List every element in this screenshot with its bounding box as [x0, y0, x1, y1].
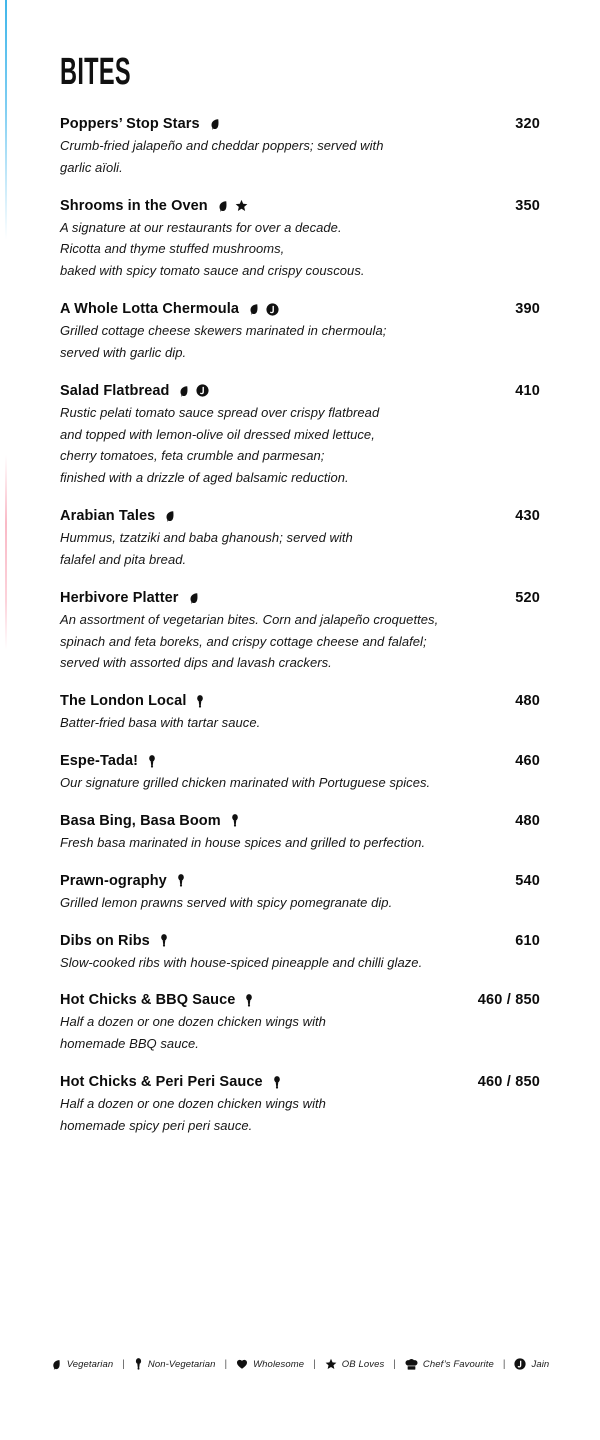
- menu-item-header: [60, 813, 540, 829]
- menu-item-description-line: Batter-fried basa with tartar sauce.: [60, 715, 261, 731]
- menu-item-name-group: [60, 301, 279, 317]
- menu-item-description-line: Half a dozen or one dozen chicken wings with: [60, 1096, 326, 1112]
- jain-icon: [514, 1358, 526, 1370]
- legend-entry: [236, 1358, 304, 1370]
- menu-item-name-group: [60, 992, 254, 1008]
- menu-item-description-line: and topped with lemon-olive oil dressed mixed lettuce,: [60, 426, 375, 442]
- menu-item-name: Poppers’ Stop Stars: [60, 116, 200, 132]
- menu-item-badges: [147, 755, 157, 768]
- chef-hat-icon: [405, 1359, 418, 1370]
- menu-item-price: 410: [515, 382, 540, 399]
- menu-item-badges: [230, 814, 240, 827]
- jain-icon: [266, 303, 279, 316]
- menu-item-description-line: homemade BBQ sauce.: [60, 1036, 199, 1052]
- menu-item-description-line: Half a dozen or one dozen chicken wings with: [60, 1014, 326, 1030]
- menu-item-name: A Whole Lotta Chermoula: [60, 301, 239, 318]
- menu-item-price: 390: [515, 301, 540, 318]
- menu-item-header: [60, 873, 540, 889]
- leaf-vegetarian-icon: [164, 510, 176, 522]
- menu-item-description: [60, 402, 540, 489]
- heart-wholesome-icon: [236, 1358, 248, 1370]
- menu-item-badges: [248, 303, 279, 316]
- menu-item[interactable]: [60, 116, 540, 179]
- menu-item-name-group: [60, 873, 186, 889]
- menu-item-header: [60, 933, 540, 949]
- menu-item[interactable]: [60, 753, 540, 794]
- drumstick-nonveg-icon: [159, 934, 169, 947]
- menu-item-description-line: Grilled lemon prawns served with spicy pomegranate dip.: [60, 894, 393, 910]
- drumstick-nonveg-icon: [176, 874, 186, 887]
- legend-separator: |: [502, 1358, 506, 1370]
- menu-item-price: 480: [515, 812, 540, 829]
- menu-item-description: [60, 832, 540, 854]
- menu-item[interactable]: [60, 813, 540, 854]
- menu-item-description-line: Rustic pelati tomato sauce spread over crispy flatbread: [60, 404, 380, 420]
- legend-separator: |: [224, 1358, 228, 1370]
- drumstick-nonveg-icon: [134, 1358, 143, 1370]
- menu-item[interactable]: [60, 693, 540, 734]
- menu-item-name-group: [60, 813, 240, 829]
- menu-item-price: 460 / 850: [477, 1074, 540, 1091]
- menu-item-name: Hot Chicks & Peri Peri Sauce: [60, 1074, 263, 1091]
- star-ob-loves-icon: [235, 199, 248, 212]
- menu-item-description: [60, 772, 540, 794]
- menu-item-price: 520: [515, 589, 540, 606]
- menu-item-price: 540: [515, 872, 540, 889]
- legend-entry-label: Wholesome: [253, 1358, 305, 1370]
- menu-item-description: [60, 135, 540, 179]
- menu-item-description: [60, 527, 540, 571]
- menu-item-description-line: cherry tomatoes, feta crumble and parmesan;: [60, 448, 325, 464]
- drumstick-nonveg-icon: [244, 994, 254, 1007]
- menu-item-name: Basa Bing, Basa Boom: [60, 812, 221, 829]
- leaf-vegetarian-icon: [178, 385, 190, 397]
- menu-item-description-line: baked with spicy tomato sauce and crispy couscous.: [60, 263, 365, 279]
- drumstick-nonveg-icon: [230, 814, 240, 827]
- menu-item-header: [60, 693, 540, 709]
- menu-item[interactable]: [60, 873, 540, 914]
- menu-item[interactable]: [60, 1074, 540, 1137]
- drumstick-nonveg-icon: [272, 1076, 282, 1089]
- star-ob-loves-icon: [325, 1358, 337, 1370]
- leaf-vegetarian-icon: [188, 592, 200, 604]
- menu-item-name: The London Local: [60, 693, 187, 710]
- menu-item[interactable]: [60, 383, 540, 489]
- menu-item-description-line: An assortment of vegetarian bites. Corn and jalapeño croquettes,: [60, 611, 439, 627]
- menu-item-name: Herbivore Platter: [60, 589, 179, 606]
- menu-item-header: [60, 992, 540, 1008]
- drumstick-nonveg-icon: [195, 695, 205, 708]
- menu-item-description-line: Crumb-fried jalapeño and cheddar poppers; served with: [60, 138, 384, 153]
- menu-item-description-line: Slow-cooked ribs with house-spiced pineapple and chilli glaze.: [60, 954, 423, 970]
- menu-item-badges: [188, 592, 200, 604]
- menu-item-name-group: [60, 1074, 282, 1090]
- menu-item-name-group: [60, 693, 205, 709]
- legend: [0, 1358, 600, 1370]
- menu-item-price: 350: [515, 197, 540, 214]
- menu-item-name: Salad Flatbread: [60, 382, 170, 399]
- legend-separator: |: [393, 1358, 396, 1370]
- legend-entry: [405, 1359, 494, 1370]
- legend-entry-label: OB Loves: [341, 1358, 385, 1370]
- menu-item-price: 610: [515, 932, 540, 949]
- menu-item-description: [60, 1093, 540, 1137]
- menu-item-badges: [244, 994, 254, 1007]
- menu-item-badges: [159, 934, 169, 947]
- menu-item[interactable]: [60, 198, 540, 282]
- drumstick-nonveg-icon: [147, 755, 157, 768]
- menu-item-badges: [272, 1076, 282, 1089]
- page-title: BITES: [60, 51, 131, 93]
- menu-item-description: [60, 320, 540, 364]
- legend-entry: [51, 1359, 114, 1370]
- menu-item-description-line: homemade spicy peri peri sauce.: [60, 1117, 253, 1133]
- menu-item-price: 460: [515, 753, 540, 770]
- menu-item-price: 460 / 850: [477, 992, 540, 1009]
- menu-item[interactable]: [60, 992, 540, 1055]
- legend-separator: |: [313, 1358, 316, 1370]
- menu-item-name-group: [60, 933, 169, 949]
- legend-entry-label: Non-Vegetarian: [147, 1358, 216, 1370]
- menu-item-description: [60, 892, 540, 914]
- menu-item-price: 430: [515, 508, 540, 525]
- menu-item-header: [60, 508, 540, 524]
- menu-item-header: [60, 301, 540, 317]
- leaf-vegetarian-icon: [51, 1359, 62, 1370]
- menu-item-description: [60, 952, 540, 974]
- menu-item-badges: [209, 118, 221, 130]
- legend-separator: |: [122, 1358, 125, 1370]
- menu-item-header: [60, 116, 540, 132]
- menu-item-description: [60, 712, 540, 734]
- menu-item-description-line: Fresh basa marinated in house spices and grilled to perfection.: [60, 834, 426, 850]
- menu-item[interactable]: [60, 590, 540, 674]
- leaf-vegetarian-icon: [217, 200, 229, 212]
- menu-item-description-line: spinach and feta boreks, and crispy cottage cheese and falafel;: [60, 633, 427, 649]
- menu-item-name: Prawn-ography: [60, 872, 167, 889]
- legend-entry-label: Chef’s Favourite: [422, 1358, 494, 1370]
- menu-item-badges: [217, 199, 248, 212]
- menu-item-badges: [176, 874, 186, 887]
- menu-item-description-line: finished with a drizzle of aged balsamic reduction.: [60, 470, 349, 486]
- legend-entry-label: Vegetarian: [66, 1358, 114, 1370]
- menu-item-description-line: Grilled cottage cheese skewers marinated in chermoula;: [60, 323, 387, 339]
- menu-item-description: [60, 217, 540, 282]
- menu-item-description: [60, 609, 540, 674]
- leaf-vegetarian-icon: [248, 303, 260, 315]
- menu-item-description-line: garlic aïoli.: [60, 159, 123, 175]
- menu-item-name: Hot Chicks & BBQ Sauce: [60, 992, 236, 1009]
- menu-item-name: Shrooms in the Oven: [60, 197, 208, 214]
- menu-item-list: [60, 116, 540, 1137]
- menu-item-description: [60, 1011, 540, 1055]
- menu-item-name: Dibs on Ribs: [60, 932, 150, 949]
- menu-item-name: Arabian Tales: [60, 508, 156, 525]
- menu-item-header: [60, 753, 540, 769]
- legend-entry: [514, 1358, 549, 1370]
- menu-item-name-group: [60, 116, 221, 132]
- menu-item-description-line: served with garlic dip.: [60, 344, 187, 360]
- menu-item-name-group: [60, 590, 200, 606]
- menu-item-badges: [164, 510, 176, 522]
- menu-item-price: 480: [515, 693, 540, 710]
- menu-item-name-group: [60, 198, 248, 214]
- legend-entry: [134, 1358, 216, 1370]
- jain-icon: [196, 384, 209, 397]
- menu-item-header: [60, 1074, 540, 1090]
- menu-item-price: 320: [515, 116, 540, 132]
- menu-item-description-line: served with assorted dips and lavash crackers.: [60, 655, 332, 671]
- legend-entry-label: Jain: [531, 1358, 550, 1370]
- menu-item-name-group: [60, 753, 157, 769]
- menu-item-description-line: A signature at our restaurants for over a decade.: [60, 219, 342, 235]
- legend-entry: [325, 1358, 385, 1370]
- menu-item-header: [60, 198, 540, 214]
- menu-item-description-line: falafel and pita bread.: [60, 551, 187, 567]
- menu-item-name-group: [60, 508, 176, 524]
- menu-item-description-line: Hummus, tzatziki and baba ghanoush; served with: [60, 530, 353, 546]
- menu-item[interactable]: [60, 301, 540, 364]
- menu-item[interactable]: [60, 933, 540, 974]
- menu-item-name: Espe-Tada!: [60, 753, 139, 770]
- menu-item[interactable]: [60, 508, 540, 571]
- menu-item-description-line: Our signature grilled chicken marinated with Portuguese spices.: [60, 775, 431, 791]
- menu-item-description-line: Ricotta and thyme stuffed mushrooms,: [60, 241, 285, 257]
- menu-item-header: [60, 383, 540, 399]
- menu-item-name-group: [60, 383, 209, 399]
- menu-item-badges: [195, 695, 205, 708]
- menu-item-badges: [178, 384, 209, 397]
- menu-item-header: [60, 590, 540, 606]
- leaf-vegetarian-icon: [209, 118, 221, 130]
